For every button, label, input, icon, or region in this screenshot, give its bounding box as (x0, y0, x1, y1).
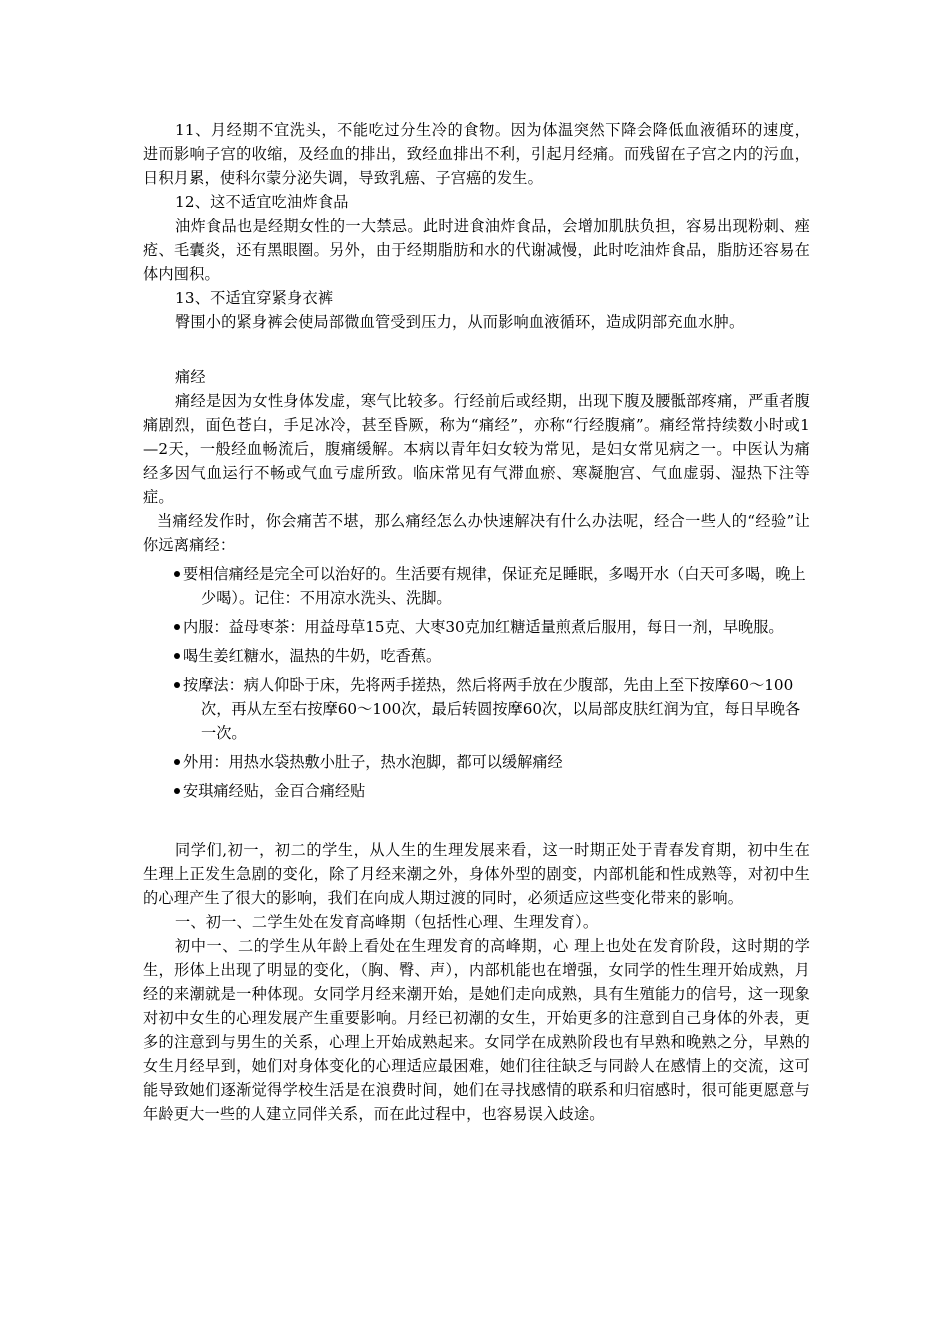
list-item: 安琪痛经贴，金百合痛经贴 (143, 779, 810, 803)
intro-paragraph: 痛经是因为女性身体发虚，寒气比较多。行经前后或经期，出现下腹及腰骶部疼痛，严重者腹痛剧烈，面色苍白，手足冰冷，甚至昏厥，称为“痛经”，亦称“行经腹痛”。痛经常持续数小时或1—2天，一般经血畅流后，腹痛缓解。本病以青年妇女较为常见，是妇女常见病之一。中医认为痛经多因气血运行不畅或气血亏虚所致。临床常见有气滞血瘀、寒凝胞宫、气血虚弱、湿热下注等症。 (143, 392, 810, 506)
list-item: 喝生姜红糖水，温热的牛奶，吃香蕉。 (143, 644, 810, 668)
lead-paragraph: 当痛经发作时，你会痛苦不堪，那么痛经怎么办快速解决有什么办法呢，经合一些人的“经验”让你远离痛经： (143, 512, 810, 554)
bullet-dot-icon (174, 788, 180, 794)
section-puberty (143, 838, 810, 1126)
bullet-dot-icon (174, 682, 180, 688)
bullet-dot-icon (174, 624, 180, 630)
tips-list (143, 562, 810, 803)
section-dysmenorrhea (143, 365, 810, 808)
puberty-heading: 一、初一、二学生处在发育高峰期（包括性心理、生理发育）。 (175, 913, 599, 931)
puberty-intro-paragraph: 同学们,初一，初二的学生，从人生的生理发展来看，这一时期正处于青春发育期，初中生在生理上正发生急剧的变化，除了月经来潮之外，身体外型的剧变，内部机能和性成熟等，对初中生的心理产生了很大的影响，我们在向成人期过渡的同时，必须适应这些变化带来的影响。 (143, 841, 810, 907)
bullet-dot-icon (174, 653, 180, 659)
list-item: 按摩法：病人仰卧于床，先将两手搓热，然后将两手放在少腹部，先由上至下按摩60～100次，再从左至右按摩60～100次，最后转圆按摩60次，以局部皮肤红润为宜，每日早晚各一次。 (143, 673, 810, 745)
section-title: 痛经 (175, 368, 206, 386)
heading-item-13: 13、不适宜穿紧身衣裤 (175, 289, 334, 307)
bullet-dot-icon (174, 759, 180, 765)
paragraph-item-11: 11、月经期不宜洗头，不能吃过分生冷的食物。因为体温突然下降会降低血液循环的速度，进而影响子宫的收缩，及经血的排出，致经血排出不利，引起月经痛。而残留在子宫之内的污血，日积月累，使科尔蒙分泌失调，导致乳癌、子宫癌的发生。 (143, 121, 810, 187)
list-item: 要相信痛经是完全可以治好的。生活要有规律，保证充足睡眠，多喝开水（白天可多喝，晚上少喝）。记住：不用凉水洗头、洗脚。 (143, 562, 810, 610)
bullet-dot-icon (174, 571, 180, 577)
section-diet-clothing (143, 118, 810, 334)
paragraph-item-13: 臀围小的紧身裤会使局部微血管受到压力，从而影响血液循环，造成阴部充血水肿。 (175, 313, 745, 331)
list-item: 内服：益母枣茶：用益母草15克、大枣30克加红糖适量煎煮后服用，每日一剂，早晚服。 (143, 615, 810, 639)
paragraph-item-12: 油炸食品也是经期女性的一大禁忌。此时进食油炸食品，会增加肌肤负担，容易出现粉刺、痤疮、毛囊炎，还有黑眼圈。另外，由于经期脂肪和水的代谢减慢，此时吃油炸食品，脂肪还容易在体内囤积。 (143, 217, 810, 283)
heading-item-12: 12、这不适宜吃油炸食品 (175, 193, 349, 211)
puberty-body-paragraph: 初中一、二的学生从年龄上看处在生理发育的高峰期，心 理上也处在发育阶段，这时期的学生，形体上出现了明显的变化，（胸、臀、声），内部机能也在增强，女同学的性生理开始成熟，月经的来潮就是一种体现。女同学月经来潮开始，是她们走向成熟，具有生殖能力的信号，这一现象对初中女生的心理发展产生重要影响。月经已初潮的女生，开始更多的注意到自己身体的外表，更多的注意到与男生的关系，心理上开始成熟起来。女同学在成熟阶段也有早熟和晚熟之分，早熟的女生月经早到，她们对身体变化的心理适应最困难，她们往往缺乏与同龄人在感情上的交流，这可能导致她们逐渐觉得学校生活是在浪费时间，她们在寻找感情的联系和归宿感时，很可能更愿意与年龄更大一些的人建立同伴关系，而在此过程中，也容易误入歧途。 (143, 937, 810, 1123)
list-item: 外用：用热水袋热敷小肚子，热水泡脚，都可以缓解痛经 (143, 750, 810, 774)
